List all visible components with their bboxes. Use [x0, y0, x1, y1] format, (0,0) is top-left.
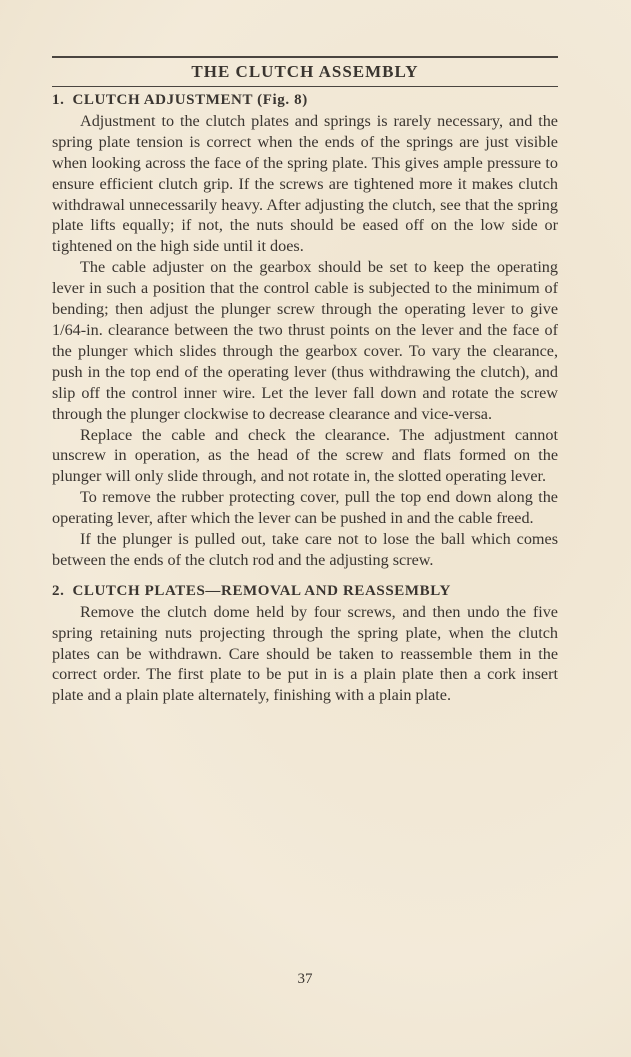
- section-2-title: CLUTCH PLATES—REMOVAL AND REASSEMBLY: [72, 582, 451, 599]
- section-1-paragraph: If the plunger is pulled out, take care not to lose the ball which comes between the ends of the clutch rod and the adjusting screw.: [52, 530, 558, 569]
- section-1-number: 1.: [52, 92, 65, 108]
- page-number: 37: [297, 971, 313, 987]
- section-1-paragraph: Replace the cable and check the clearance. The adjustment cannot unscrew in operation, as the head of the screw and flats formed on the plunger will only slide through, and not rotate in, the slotted operating lever.: [52, 425, 558, 486]
- section-1-paragraph: Adjustment to the clutch plates and springs is rarely necessary, and the spring plate tension is correct when the ends of the springs are just visible when looking across the face of the spring plate. This gives ample pressure to ensure efficient clutch grip. If the screws are tightened more it makes clutch withdrawal unnecessarily heavy. After adjusting the clutch, see that the spring plate lifts equally; if not, the nuts should be eased off on the low side or tightened on the high side until it does.: [52, 111, 558, 256]
- body-text: [52, 90, 558, 706]
- section-2-heading: [52, 581, 558, 602]
- header-rule-top: [52, 56, 558, 58]
- section-2-paragraph: Remove the clutch dome held by four screws, and then undo the five spring retaining nuts projecting through the spring plate, when the clutch plates can be withdrawn. Care should be taken to reassemble them in the correct order. The first plate to be put in is a plain plate then a cork insert plate and a plain plate alternately, finishing with a plain plate.: [52, 602, 558, 705]
- section-1-paragraph: To remove the rubber protecting cover, pull the top end down along the operating lever, after which the lever can be pushed in and the cable freed.: [52, 488, 558, 528]
- page-title: THE CLUTCH ASSEMBLY: [191, 62, 419, 81]
- section-1-title: CLUTCH ADJUSTMENT (Fig. 8): [72, 92, 308, 108]
- header-rule-bottom: [52, 86, 558, 87]
- section-1-paragraph: The cable adjuster on the gearbox should be set to keep the operating lever in such a position that the control cable is subjected to the minimum of bending; then adjust the plunger screw through the operating lever to give 1/64-in. clearance between the two thrust points on the lever and the face of the plunger which slides through the gearbox cover. To vary the clearance, push in the top end of the operating lever (thus withdrawing the clutch), and slip off the control inner wire. Let the lever fall down and rotate the screw through the plunger clockwise to decrease clearance and vice-versa.: [52, 258, 558, 423]
- section-2-number: 2.: [52, 582, 65, 599]
- section-1-heading: [52, 90, 558, 111]
